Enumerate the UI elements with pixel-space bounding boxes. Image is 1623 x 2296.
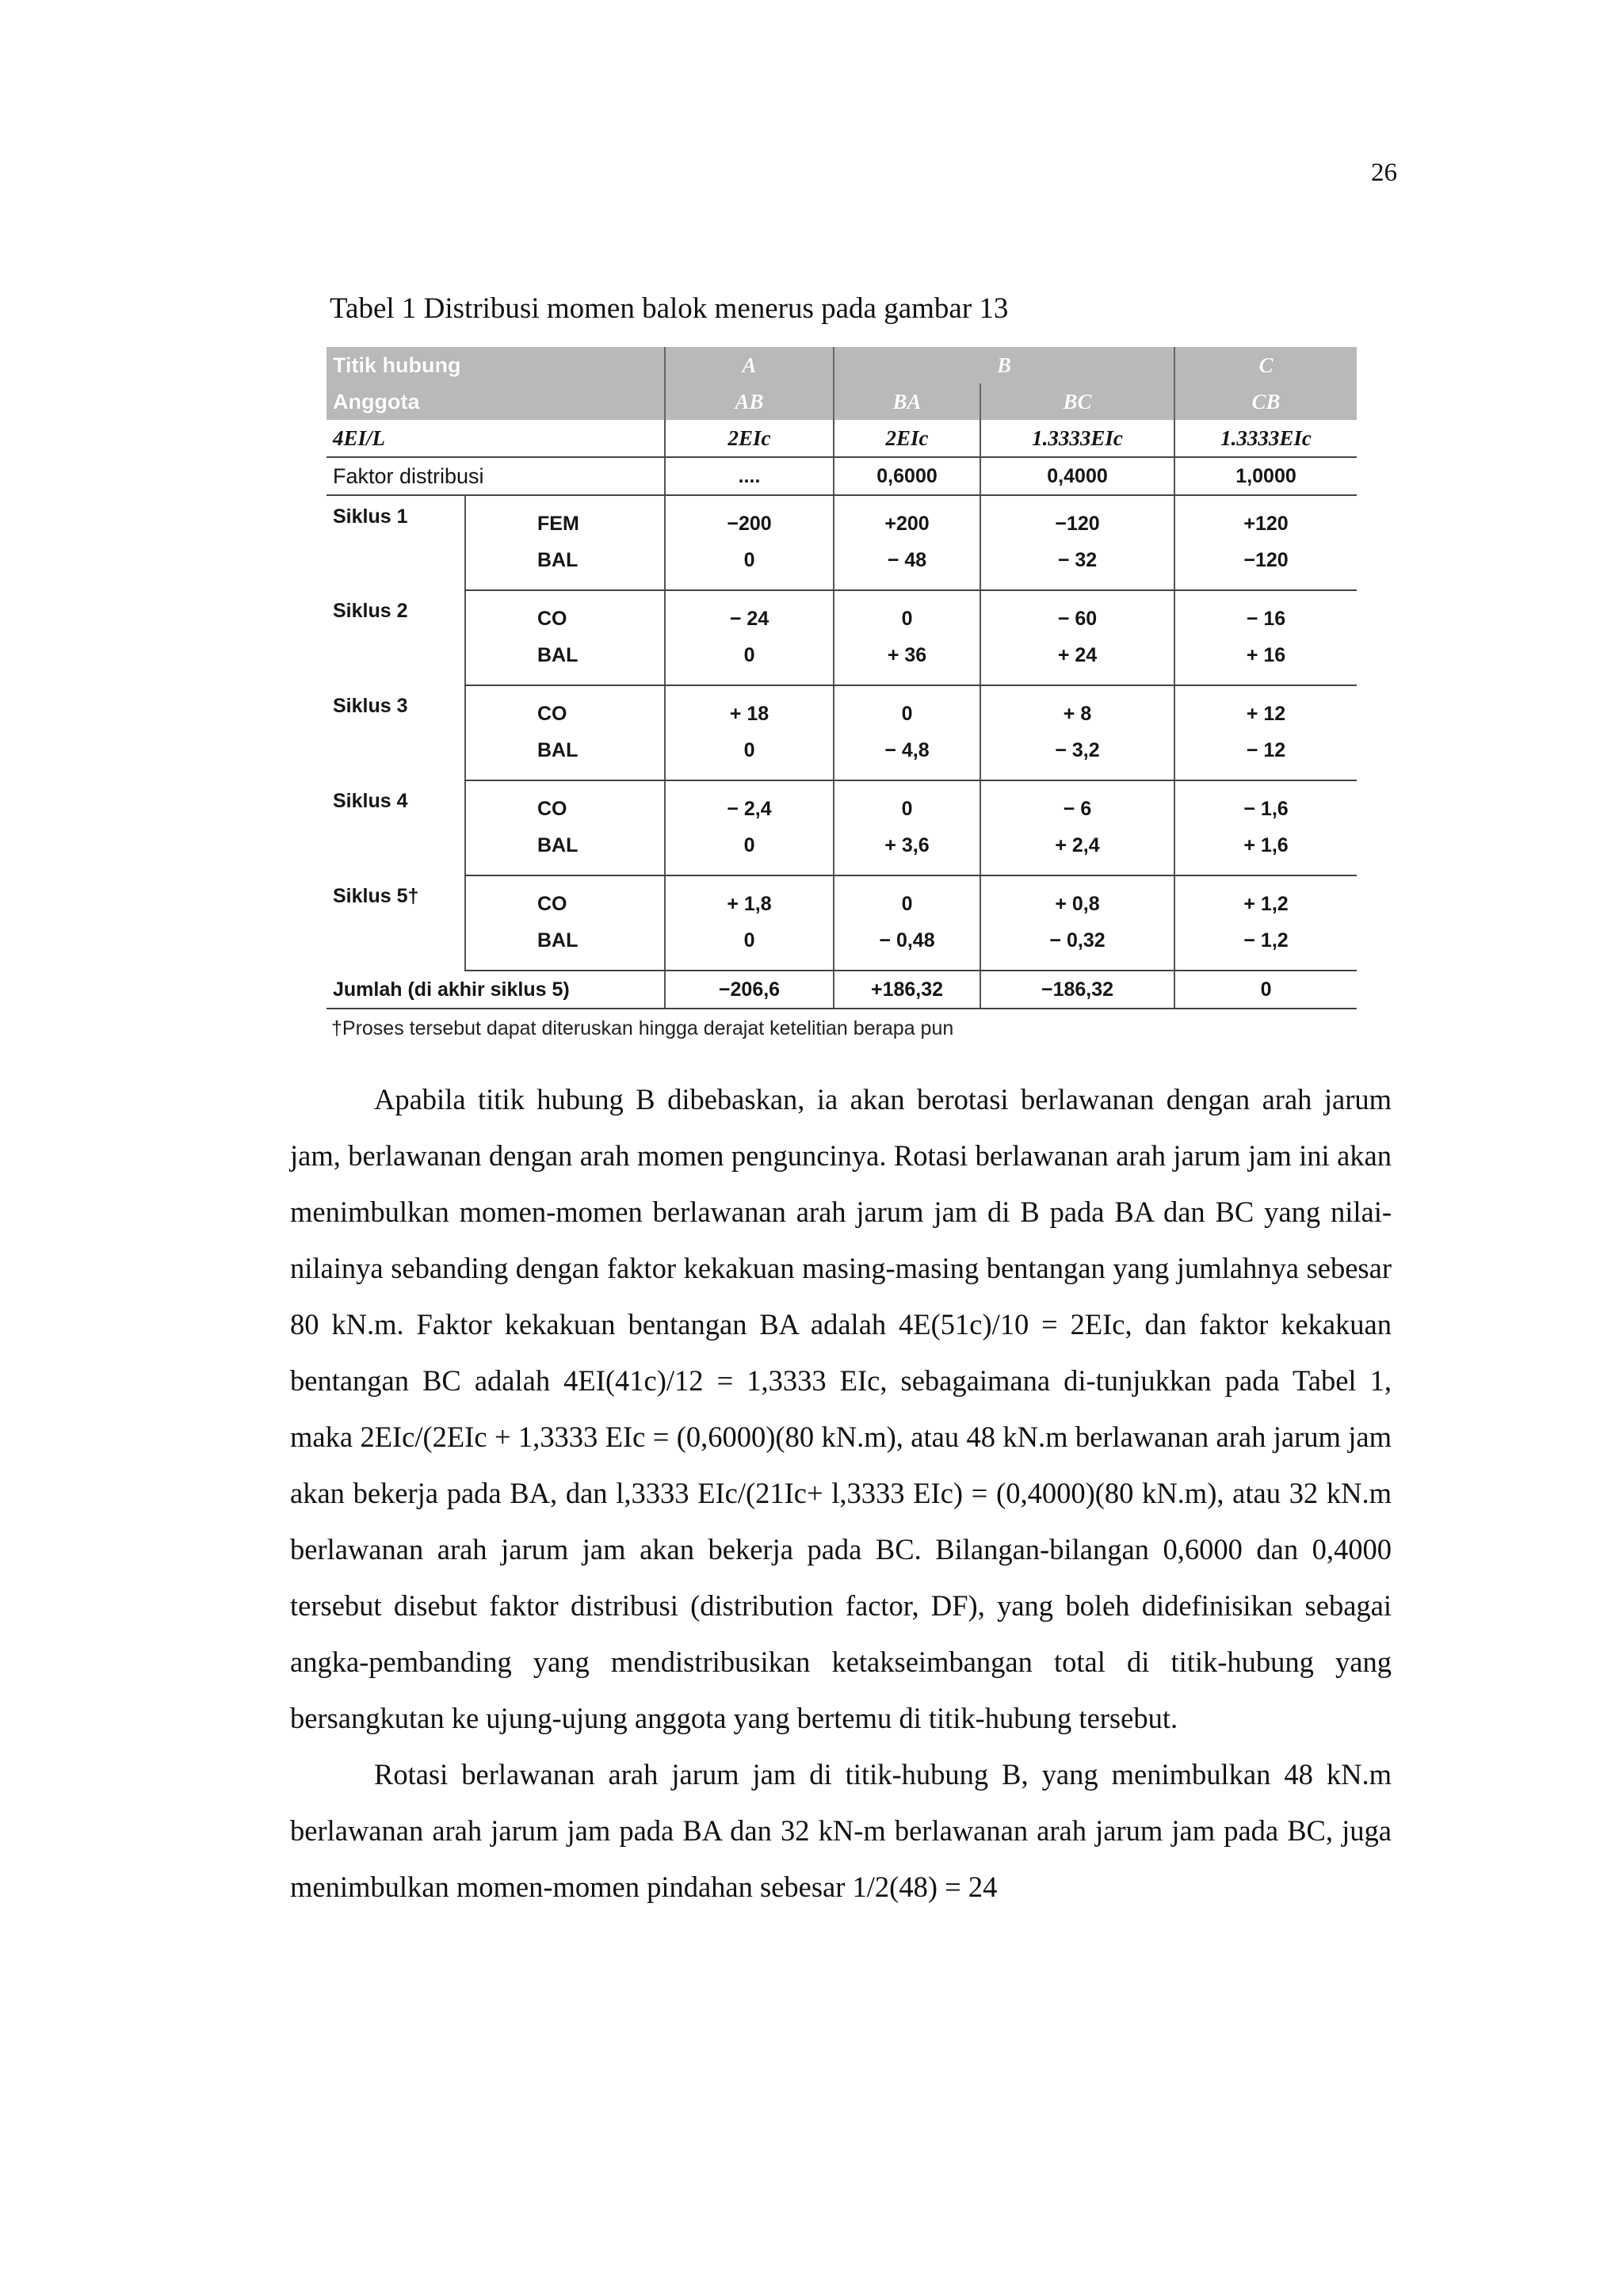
stiffness-cb: 1.3333EIc [1174,420,1357,457]
cycle-value: + 8 [980,685,1174,732]
cycle-label: Siklus 3 [333,695,408,717]
cycle-value: −120 [980,495,1174,542]
cycle-step: CO [465,875,665,922]
total-label: Jumlah (di akhir siklus 5) [327,971,665,1009]
stiffness-row [327,420,1357,457]
cycle-value: − 1,6 [1174,780,1357,827]
cycle-value: + 1,2 [1174,875,1357,922]
cycle-4-row-2 [327,827,1357,875]
cycle-4-row-1 [327,780,1357,827]
stiffness-label: 4EI/L [327,420,665,457]
cycle-value: 0 [834,780,980,827]
cycle-step: CO [465,685,665,732]
cycle-value: 0 [834,875,980,922]
total-ba: +186,32 [834,971,980,1009]
moment-distribution-table [327,347,1357,1009]
header-joint-row [327,347,1357,383]
cycle-value: + 1,6 [1174,827,1357,875]
cycle-value: − 6 [980,780,1174,827]
header-joint-c: C [1174,347,1357,383]
cycle-step: FEM [465,495,665,542]
cycle-value: − 2,4 [665,780,834,827]
header-member-bc: BC [980,383,1174,420]
page-number: 26 [1371,158,1397,187]
cycle-value: 0 [665,732,834,780]
cycle-value: − 24 [665,590,834,637]
cycle-value: 0 [665,827,834,875]
cycle-value: − 1,2 [1174,922,1357,971]
distribution-factor-ab: .... [665,457,834,495]
header-member-row [327,383,1357,420]
cycle-5-row-1 [327,875,1357,922]
header-member-ab: AB [665,383,834,420]
cycle-value: − 0,48 [834,922,980,971]
cycle-value: + 1,8 [665,875,834,922]
cycle-value: + 12 [1174,685,1357,732]
header-member-ba: BA [834,383,980,420]
total-ab: −206,6 [665,971,834,1009]
cycle-1-row-2 [327,542,1357,590]
distribution-factor-cb: 1,0000 [1174,457,1357,495]
cycle-value: +120 [1174,495,1357,542]
cycle-value: 0 [665,542,834,590]
cycle-value: − 60 [980,590,1174,637]
stiffness-ab: 2EIc [665,420,834,457]
cycle-value: + 2,4 [980,827,1174,875]
cycle-value: − 32 [980,542,1174,590]
distribution-factor-bc: 0,4000 [980,457,1174,495]
body-text [290,1071,1392,1915]
stiffness-bc: 1.3333EIc [980,420,1174,457]
cycle-step: BAL [465,542,665,590]
cycle-step: CO [465,590,665,637]
cycle-step: BAL [465,827,665,875]
cycle-2-row-1 [327,590,1357,637]
cycle-value: + 16 [1174,637,1357,685]
total-row [327,971,1357,1009]
cycle-label: Siklus 2 [333,600,408,622]
cycle-value: − 12 [1174,732,1357,780]
cycle-value: +200 [834,495,980,542]
cycle-value: 0 [834,685,980,732]
cycle-step: CO [465,780,665,827]
distribution-factor-row [327,457,1357,495]
cycle-value: + 24 [980,637,1174,685]
cycle-value: + 3,6 [834,827,980,875]
cycle-value: + 36 [834,637,980,685]
header-member-label: Anggota [327,383,665,420]
cycle-step: BAL [465,637,665,685]
table-caption: Tabel 1 Distribusi momen balok menerus pada gambar 13 [330,292,1009,325]
cycle-value: −120 [1174,542,1357,590]
cycle-2-row-2 [327,637,1357,685]
total-bc: −186,32 [980,971,1174,1009]
cycle-5-row-2 [327,922,1357,971]
cycle-value: 0 [665,922,834,971]
cycle-value: − 4,8 [834,732,980,780]
cycle-3-row-2 [327,732,1357,780]
distribution-table-block [327,347,1357,1040]
cycle-value: − 16 [1174,590,1357,637]
header-joint-b: B [834,347,1174,383]
cycle-value: − 3,2 [980,732,1174,780]
cycle-1-row-1 [327,495,1357,542]
cycle-label: Siklus 4 [333,790,408,812]
cycle-value: + 0,8 [980,875,1174,922]
paragraph: Rotasi berlawanan arah jarum jam di titik-hubung B, yang menimbulkan 48 kN.m berlawanan arah jarum jam pada BA dan 32 kN-m berlawanan arah jarum jam pada BC, juga menimbulkan momen-momen pindahan sebesar 1/2(48) = 24 [290,1758,1392,1903]
header-member-cb: CB [1174,383,1357,420]
cycle-value: − 0,32 [980,922,1174,971]
cycle-step: BAL [465,922,665,971]
cycle-label: Siklus 5† [333,885,419,907]
header-joint-a: A [665,347,834,383]
stiffness-ba: 2EIc [834,420,980,457]
total-cb: 0 [1174,971,1357,1009]
cycle-value: 0 [665,637,834,685]
distribution-factor-ba: 0,6000 [834,457,980,495]
paragraph: Apabila titik hubung B dibebaskan, ia akan berotasi berlawanan dengan arah jarum jam, berlawanan dengan arah momen penguncinya. Rotasi berlawanan arah jarum jam ini akan menimbulkan momen-momen berlawanan arah jarum jam di B pada BA dan BC yang nilai-nilainya sebanding dengan faktor kekakuan masing-masing bentangan yang jumlahnya sebesar 80 kN.m. Faktor kekakuan bentangan BA adalah 4E(51c)/10 = 2EIc, dan faktor kekakuan bentangan BC adalah 4EI(41c)/12 = 1,3333 EIc, sebagaimana di-tunjukkan pada Tabel 1, maka 2EIc/(2EIc + 1,3333 EIc = (0,6000)(80 kN.m), atau 48 kN.m berlawanan arah jarum jam akan bekerja pada BA, dan l,3333 EIc/(21Ic+ l,3333 EIc) = (0,4000)(80 kN.m), atau 32 kN.m berlawanan arah jarum jam akan bekerja pada BC. Bilangan-bilangan 0,6000 dan 0,4000 tersebut disebut faktor distribusi (distribution factor, DF), yang boleh didefinisikan sebagai angka-pembanding yang mendistribusikan ketakseimbangan total di titik-hubung yang bersangkutan ke ujung-ujung anggota yang bertemu di titik-hubung tersebut. [290,1083,1392,1734]
cycle-value: + 18 [665,685,834,732]
cycle-value: − 48 [834,542,980,590]
cycle-value: −200 [665,495,834,542]
cycle-3-row-1 [327,685,1357,732]
cycle-value: 0 [834,590,980,637]
distribution-factor-label: Faktor distribusi [327,457,665,495]
header-joint-label: Titik hubung [327,347,665,383]
table-footnote: †Proses tersebut dapat diteruskan hingga derajat ketelitian berapa pun [331,1017,954,1039]
cycle-step: BAL [465,732,665,780]
cycle-label: Siklus 1 [333,505,408,528]
